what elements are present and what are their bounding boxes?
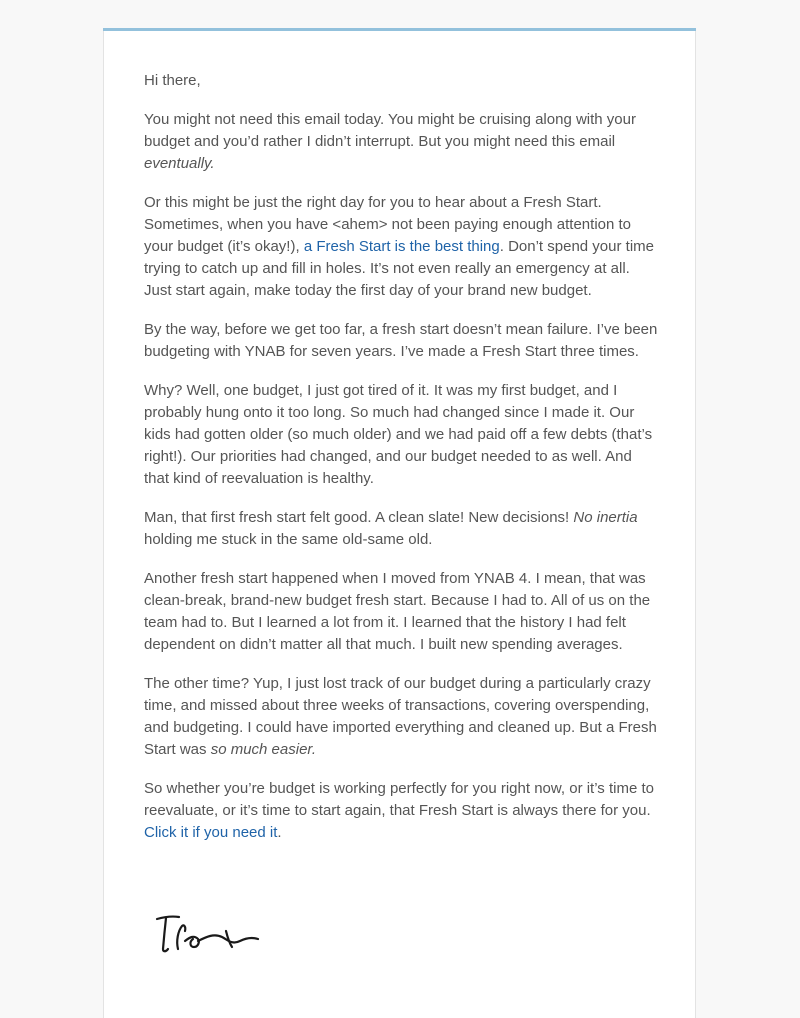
- paragraph-1-emphasis: eventually.: [144, 155, 215, 172]
- paragraph-5-text-before: Man, that first fresh start felt good. A clean slate! New decisions!: [144, 509, 570, 526]
- paragraph-7-emphasis: so much easier.: [210, 741, 317, 758]
- paragraph-7-text: The other time? Yup, I just lost track of our budget during a particularly crazy time, and missed about three weeks of transactions, covering overspending, and budgeting. I could have imported everything and cleaned up. But a Fresh Start was: [144, 675, 657, 758]
- click-if-you-need-it-link[interactable]: Click it if you need it: [144, 824, 278, 841]
- email-card: [103, 28, 696, 1018]
- accent-top-bar: [103, 28, 696, 31]
- fresh-start-best-thing-link[interactable]: a Fresh Start is the best thing: [303, 238, 500, 255]
- paragraph-8: [144, 778, 658, 844]
- paragraph-8-text-after: .: [277, 824, 282, 841]
- paragraph-2-text-after: . Don’t spend your time trying to catch up and fill in holes. It’s not even really an emergency at all. Just start again, make today the first day of your brand new budget.: [144, 238, 654, 299]
- paragraph-5-text-after: holding me stuck in the same old-same old.: [144, 531, 433, 548]
- paragraph-3: By the way, before we get too far, a fresh start doesn’t mean failure. I’ve been budgeting with YNAB for seven years. I’ve made a Fresh Start three times.: [144, 321, 658, 360]
- paragraph-5: [144, 507, 658, 551]
- email-body: [144, 70, 658, 861]
- paragraph-7: [144, 673, 658, 761]
- signature-icon: [154, 911, 264, 961]
- paragraph-2: [144, 192, 658, 302]
- paragraph-6: Another fresh start happened when I moved from YNAB 4. I mean, that was clean-break, brand-new budget fresh start. Because I had to. All of us on the team had to. But I learned a lot from it. I learned that the history I had felt dependent on didn’t matter all that much. I built new spending averages.: [144, 570, 651, 653]
- paragraph-4: Why? Well, one budget, I just got tired of it. It was my first budget, and I probably hung onto it too long. So much had changed since I made it. Our kids had gotten older (so much older) and we had paid off a few debts (that’s right!). Our priorities had changed, and our budget needed to as well. And that kind of reevaluation is healthy.: [144, 382, 653, 487]
- paragraph-1-text: You might not need this email today. You might be cruising along with your budget and you’d rather I didn’t interrupt. But you might need this email: [144, 111, 636, 150]
- paragraph-8-text-before: So whether you’re budget is working perfectly for you right now, or it’s time to reevaluate, or it’s time to start again, that Fresh Start is always there for you.: [144, 780, 654, 819]
- greeting: Hi there,: [144, 72, 201, 89]
- paragraph-5-emphasis: No inertia: [573, 509, 638, 526]
- paragraph-1: [144, 109, 658, 175]
- paragraph-2-text-before: Or this might be just the right day for you to hear about a Fresh Start. Sometimes, when you have <ahem> not been paying enough attention to your budget (it’s okay!),: [144, 194, 632, 255]
